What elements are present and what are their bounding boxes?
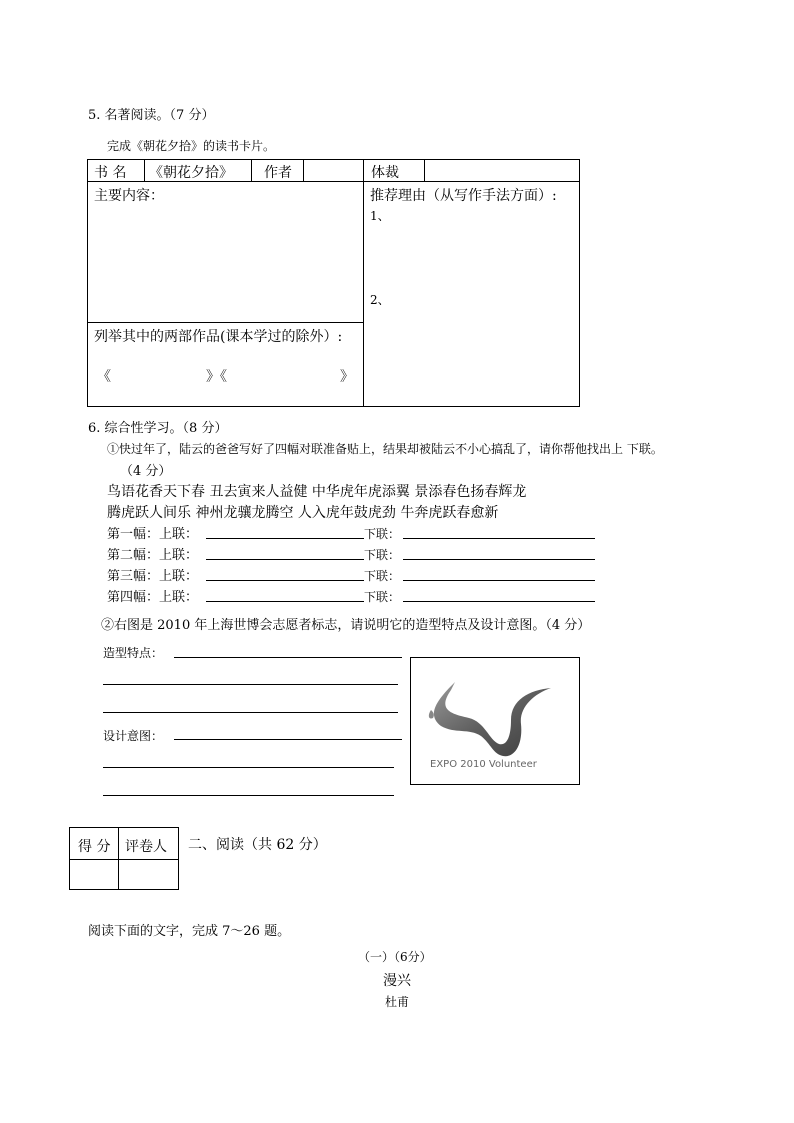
q6-part1-text: ①快过年了，陆云的爸爸写好了四幅对联准备贴上，结果却被陆云不小心搞乱了，请你帮他找出上 下联。 (107, 442, 663, 456)
poem-author: 杜甫 (385, 995, 410, 1009)
reading-intro: 阅读下面的文字，完成 7～26 题。 (88, 924, 291, 939)
works-bracket-close: 》 (340, 369, 354, 385)
expo-volunteer-logo (410, 657, 580, 785)
section-2-title: 二、阅读（共 62 分） (188, 837, 327, 853)
row-4-lower-blank[interactable] (403, 601, 595, 602)
row-2-lower-label: 下联： (364, 548, 401, 562)
row-4-upper-label: 第四幅：上联： (107, 590, 199, 605)
row-1-upper-blank[interactable] (206, 538, 364, 539)
q5-title: 5. 名著阅读。（7 分） (88, 108, 215, 123)
main-content-label: 主要内容： (94, 188, 164, 204)
row-2-upper-blank[interactable] (206, 559, 364, 560)
author-label: 作者 (264, 165, 292, 181)
reason-2-label: 2、 (370, 293, 390, 307)
score-table (69, 827, 179, 890)
genre-label: 体裁 (371, 165, 399, 181)
row-2-upper-label: 第二幅：上联： (107, 548, 199, 563)
row-2-lower-blank[interactable] (403, 559, 595, 560)
reason-1-label: 1、 (370, 209, 390, 223)
shape-blank-2[interactable] (103, 684, 398, 685)
score-label: 得 分 (78, 839, 111, 855)
reason-label: 推荐理由（从写作手法方面）: (370, 188, 557, 204)
shape-label: 造型特点： (103, 646, 164, 660)
design-blank-3[interactable] (103, 795, 394, 796)
poem-title: 漫兴 (383, 973, 411, 989)
works-bracket-open: 《 (97, 369, 111, 385)
works-bracket-middle: 》《 (206, 369, 227, 385)
row-1-upper-label: 第一幅：上联： (107, 527, 199, 542)
shape-blank-1[interactable] (174, 657, 402, 658)
row-3-upper-blank[interactable] (206, 580, 364, 581)
row-3-lower-blank[interactable] (403, 580, 595, 581)
reading-part-heading: （一）（6分） (358, 950, 432, 964)
design-blank-1[interactable] (174, 739, 402, 740)
q6-title: 6. 综合性学习。（8 分） (88, 421, 228, 436)
book-name-label: 书 名 (94, 165, 127, 181)
couplet-line-2: 腾虎跃人间乐 神州龙骧龙腾空 人入虎年鼓虎劲 牛奔虎跃春愈新 (107, 505, 499, 521)
q6-part2-text: ②右图是 2010 年上海世博会志愿者标志，请说明它的造型特点及设计意图。（4 分） (101, 618, 591, 633)
q5-instruction: 完成《朝花夕拾》的读书卡片。 (107, 139, 276, 153)
book-name-value: 《朝花夕拾》 (149, 165, 233, 181)
row-1-lower-blank[interactable] (403, 538, 595, 539)
design-label: 设计意图： (103, 729, 164, 743)
logo-caption: EXPO 2010 Volunteer (430, 759, 537, 770)
couplet-line-1: 鸟语花香天下春 丑去寅来人益健 中华虎年虎添翼 景添春色扬春辉龙 (107, 484, 527, 500)
row-3-lower-label: 下联： (364, 569, 401, 583)
works-list-label: 列举其中的两部作品(课本学过的除外）: (94, 329, 343, 345)
row-4-lower-label: 下联： (364, 590, 401, 604)
design-blank-2[interactable] (103, 767, 394, 768)
row-1-lower-label: 下联： (364, 527, 401, 541)
row-4-upper-blank[interactable] (206, 601, 364, 602)
q6-part1-score: （4 分） (120, 464, 172, 479)
grader-label: 评卷人 (125, 839, 167, 855)
reading-card-table (87, 159, 580, 407)
shape-blank-3[interactable] (103, 712, 398, 713)
row-3-upper-label: 第三幅：上联： (107, 569, 199, 584)
